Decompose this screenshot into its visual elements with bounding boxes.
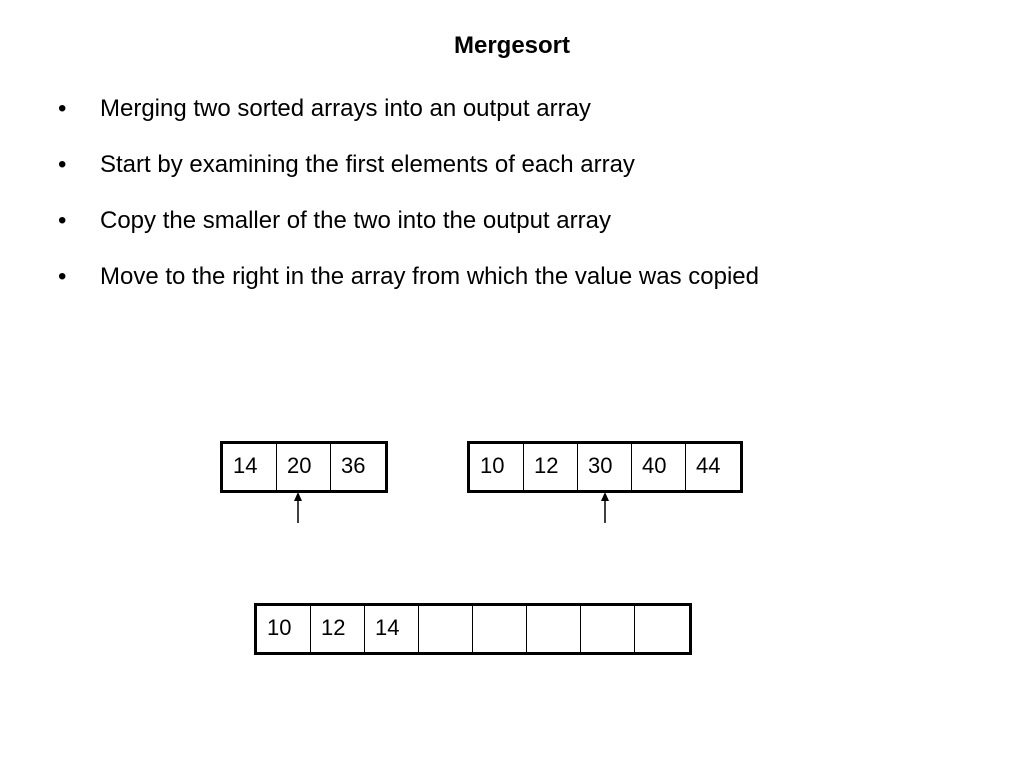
bullet-text: Copy the smaller of the two into the output array xyxy=(100,207,611,234)
bullet-text: Start by examining the first elements of each array xyxy=(100,151,635,178)
array-cell: 10 xyxy=(470,444,524,490)
left-input-array xyxy=(220,441,388,493)
array-cell xyxy=(527,606,581,652)
array-cell: 40 xyxy=(632,444,686,490)
array-cell xyxy=(581,606,635,652)
array-cell: 20 xyxy=(277,444,331,490)
array-cell: 12 xyxy=(311,606,365,652)
array-cell: 14 xyxy=(365,606,419,652)
bullet-marker: • xyxy=(58,263,67,290)
bullet-marker: • xyxy=(58,95,67,122)
array-cell: 30 xyxy=(578,444,632,490)
right-pointer-arrow-icon xyxy=(599,492,611,524)
array-cell: 10 xyxy=(257,606,311,652)
array-cell: 14 xyxy=(223,444,277,490)
bullet-text: Move to the right in the array from which the value was copied xyxy=(100,263,759,290)
left-pointer-arrow-icon xyxy=(292,492,304,524)
array-cell: 36 xyxy=(341,453,366,478)
array-cell: 44 xyxy=(696,453,721,478)
bullet-text: Merging two sorted arrays into an output array xyxy=(100,95,591,122)
array-cell xyxy=(473,606,527,652)
array-cell: 12 xyxy=(524,444,578,490)
output-array xyxy=(254,603,692,655)
slide-title: Mergesort xyxy=(453,32,571,59)
array-cell xyxy=(419,606,473,652)
right-input-array xyxy=(467,441,743,493)
bullet-marker: • xyxy=(58,207,67,234)
bullet-marker: • xyxy=(58,151,67,178)
array-cell xyxy=(635,606,689,652)
